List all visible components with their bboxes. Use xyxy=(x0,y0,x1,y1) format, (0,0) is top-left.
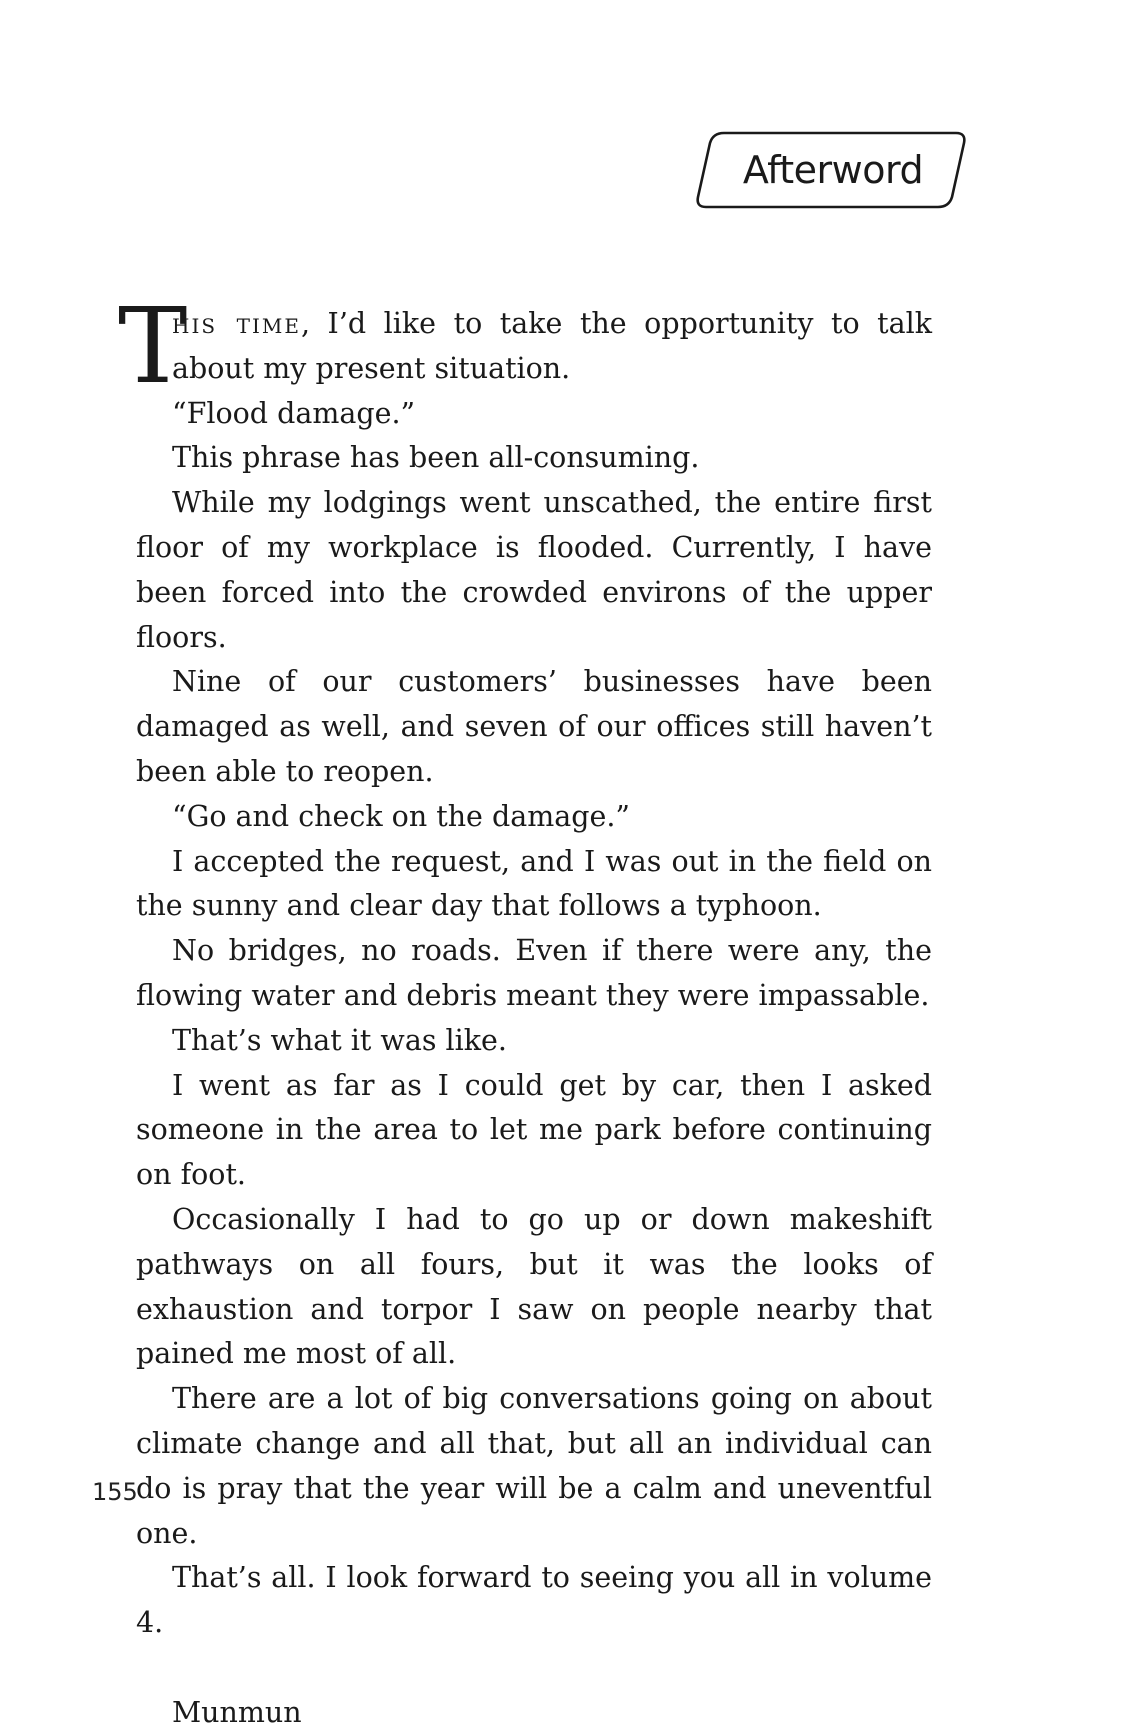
paragraph: I went as far as I could get by car, then I asked someone in the area to let me park before continuing on foot. xyxy=(136,1068,932,1192)
paragraph: That’s what it was like. xyxy=(172,1023,507,1057)
paragraph: I accepted the request, and I was out in the field on the sunny and clear day that follows a typhoon. xyxy=(136,844,932,923)
lead-smallcaps: his time xyxy=(172,307,301,340)
paragraph: This phrase has been all-consuming. xyxy=(172,441,700,475)
paragraph: “Go and check on the damage.” xyxy=(172,799,630,833)
chapter-title-badge xyxy=(696,131,966,209)
lead-text: , I’d like to take the opportunity to talk about my present situation. xyxy=(172,307,933,385)
paragraph: There are a lot of big conversations going on about climate change and all that, but all an individual can do is pray that the year will be a calm and uneventful one. xyxy=(136,1382,932,1550)
afterword-body xyxy=(118,285,933,1736)
paragraph: Occasionally I had to go up or down makeshift pathways on all fours, but it was the looks of exhaustion and torpor I saw on people nearby that pained me most of all. xyxy=(136,1202,932,1371)
drop-cap: T xyxy=(118,285,188,407)
author-signature: Munmun xyxy=(172,1695,302,1729)
paragraph: No bridges, no roads. Even if there were any, the flowing water and debris meant they were impassable. xyxy=(136,934,932,1012)
paragraph: While my lodgings went unscathed, the entire first floor of my workplace is flooded. Currently, I have been forced into the crowded environs of the upper floors. xyxy=(136,486,932,654)
paragraph: Nine of our customers’ businesses have been damaged as well, and seven of our offices still haven’t been able to reopen. xyxy=(136,665,932,788)
paragraph: That’s all. I look forward to seeing you all in volume 4. xyxy=(136,1561,932,1640)
paragraph: “Flood damage.” xyxy=(172,396,416,430)
page-number: 155 xyxy=(92,1478,138,1506)
lead-paragraph xyxy=(118,285,933,407)
page-title: Afterword xyxy=(742,148,924,192)
